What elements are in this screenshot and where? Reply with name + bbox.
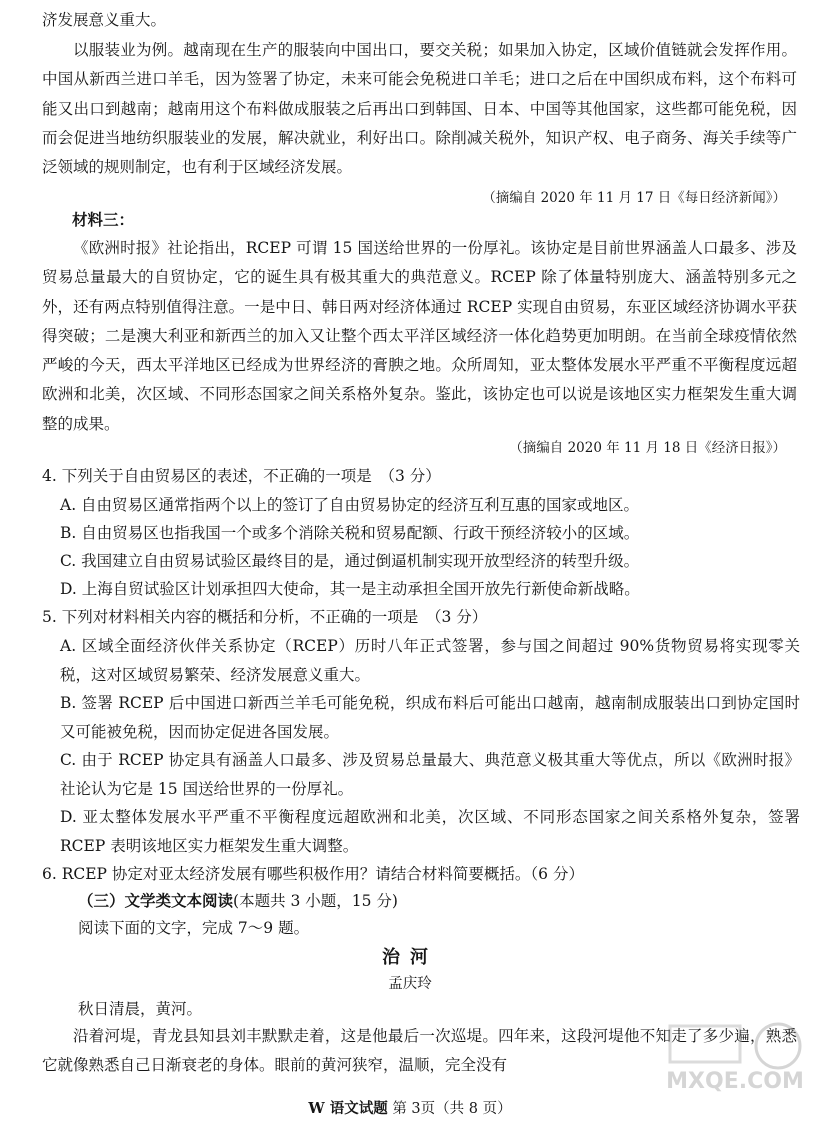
question-4-option-d[interactable]: D. 上海自贸试验区计划承担四大使命，其一是主动承担全国开放先行新使命新战略。 — [60, 580, 640, 598]
reading-instruction: 阅读下面的文字，完成 7～9 题。 — [78, 919, 310, 937]
watermark-logo-icon — [660, 1016, 810, 1096]
question-4-option-b[interactable]: B. 自由贸易区也指我国一个或多个消除关税和贸易配额、行政干预经济较小的区域。 — [60, 524, 640, 542]
section-3-note: (本题共 3 小题，15 分) — [233, 892, 398, 910]
question-6: 6. RCEP 协定对亚太经济发展有哪些积极作用？请结合材料简要概括。（6 分） — [42, 865, 584, 883]
paragraph-garment-example: 以服装业为例。越南现在生产的服装向中国出口，要交关税；如果加入协定，区域价值链就会发挥作用。中国从新西兰进口羊毛，因为签署了协定，未来可能会免税进口羊毛；进口之后在中国织成布料，这个布料可能又出口到越南；越南用这个布料做成服装之后再出口到韩国、日本、中国等其他国家，这些都可能免税，因而会促进当地纺织服装业的发展，解决就业，利好出口。除削减关税外，知识产权、电子商务、海关手续等广泛领域的规则制定，也有利于区域经济发展。 — [42, 41, 797, 177]
footer-page-number: 第 3页（共 8 页） — [392, 1101, 512, 1117]
story-title: 治河 — [382, 947, 438, 968]
story-author: 孟庆玲 — [388, 976, 432, 992]
question-4-stem: 4. 下列关于自由贸易区的表述，不正确的一项是 （3 分） — [42, 467, 441, 485]
source-citation-2: （摘编自 2020 年 11 月 18 日《经济日报》） — [509, 440, 786, 456]
question-5-option-d[interactable]: D. 亚太整体发展水平严重不平衡程度远超欧洲和北美，次区域、不同形态国家之间关系格外复杂，签署 RCEP 表明该地区实力框架发生重大调整。 — [60, 808, 800, 855]
question-5-stem: 5. 下列对材料相关内容的概括和分析，不正确的一项是 （3 分） — [42, 608, 488, 626]
source-citation-1: （摘编自 2020 年 11 月 17 日《每日经济新闻》） — [482, 190, 786, 206]
section-3-title: （三）文学类文本阅读 — [78, 891, 234, 910]
section-3-heading — [78, 888, 398, 914]
watermark-text: MXQE.COM — [666, 1069, 804, 1094]
material-3-heading: 材料三： — [72, 210, 135, 229]
question-4-option-c[interactable]: C. 我国建立自由贸易试验区最终目的是，通过倒逼机制实现开放型经济的转型升级。 — [60, 552, 640, 570]
continued-line: 济发展意义重大。 — [42, 11, 167, 29]
question-5-option-b[interactable]: B. 签署 RCEP 后中国进口新西兰羊毛可能免税，织成布料后可能出口越南，越南制成服装出口到协定国时又可能被免税，因而协定促进各国发展。 — [60, 694, 800, 741]
story-paragraph-2: 沿着河堤，青龙县知县刘丰默默走着，这是他最后一次巡堤。四年来，这段河堤他不知走了多少遍，熟悉它就像熟悉自己日渐衰老的身体。眼前的黄河狭窄，温顺，完全没有 — [42, 1027, 797, 1075]
paragraph-material-3: 《欧洲时报》社论指出，RCEP 可谓 15 国送给世界的一份厚礼。该协定是目前世界涵盖人口最多、涉及贸易总量最大的自贸协定，它的诞生具有极其重大的典范意义。RCEP 除了体量特别庞大、涵盖特别多元之外，还有两点特别值得注意。一是中日、韩日两对经济体通过 RCEP 实现自由贸易，东亚区域经济协调水平获得突破；二是澳大利亚和新西兰的加入又让整个西太平洋区域经济一体化趋势更加明朗。在当前全球疫情依然严峻的今天，西太平洋地区已经成为世界经济的膏腴之地。众所周知，亚太整体发展水平严重不平衡程度远超欧洲和北美，次区域、不同形态国家之间关系格外复杂。鉴此，该协定也可以说是该地区实力框架发生重大调整的成果。 — [42, 239, 797, 433]
page-footer — [0, 1097, 820, 1118]
question-5-option-c[interactable]: C. 由于 RCEP 协定具有涵盖人口最多、涉及贸易总量最大、典范意义极其重大等优点，所以《欧洲时报》社论认为它是 15 国送给世界的一份厚礼。 — [60, 751, 800, 798]
question-4-option-a[interactable]: A. 自由贸易区通常指两个以上的签订了自由贸易协定的经济互利互惠的国家或地区。 — [60, 496, 640, 514]
footer-subject: W 语文试题 — [308, 1100, 388, 1117]
story-paragraph-1: 秋日清晨，黄河。 — [78, 1000, 203, 1018]
question-5-option-a[interactable]: A. 区域全面经济伙伴关系协定（RCEP）历时八年正式签署，参与国之间超过 90%货物贸易将实现零关税，这对区域贸易繁荣、经济发展意义重大。 — [60, 637, 800, 684]
